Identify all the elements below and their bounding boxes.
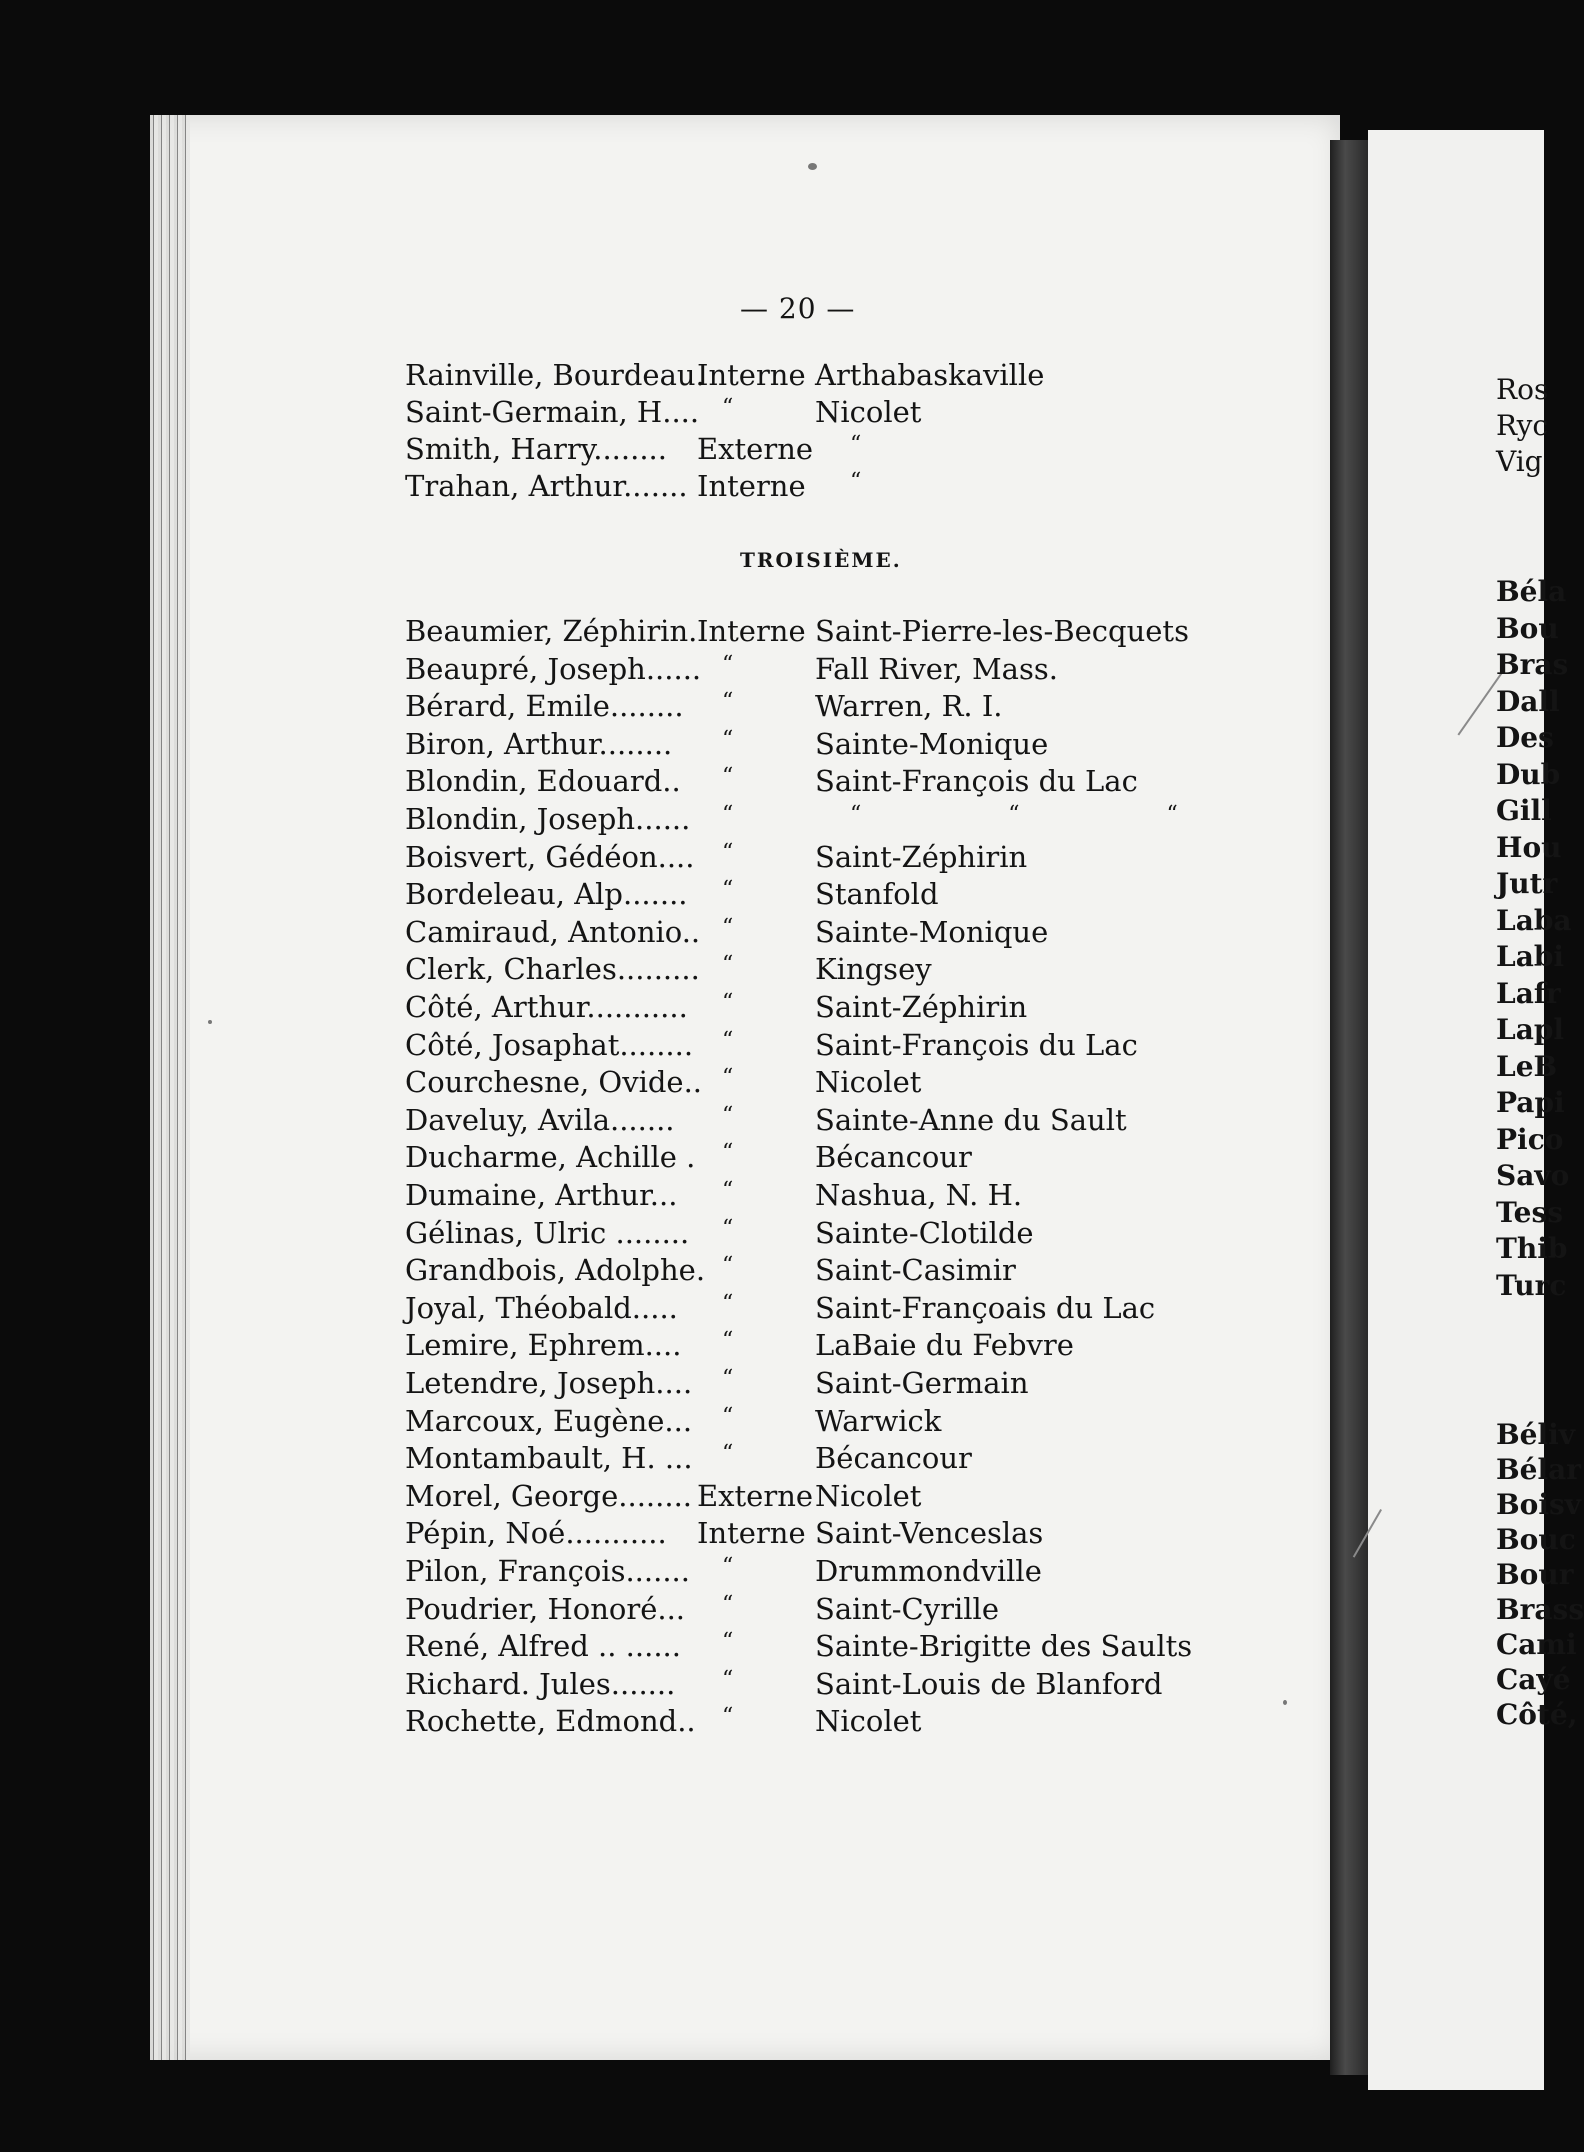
student-name: Daveluy, Avila....... [405,1102,675,1137]
boarding-status: “ [722,1178,734,1203]
boarding-status: “ [722,1441,734,1467]
student-name: Bérard, Emile........ [405,689,684,724]
right-page-fragment: Hou [1496,830,1562,864]
right-page-fragment: Bour [1496,1558,1574,1591]
student-name: Joyal, Théobald..... [405,1290,678,1325]
right-page-fragment: Ryc [1496,409,1549,442]
boarding-status: “ [722,914,734,940]
hometown: Bécancour [815,1140,972,1175]
hometown: Saint-Casimir [815,1253,1016,1288]
right-page-fragment: Béla [1496,575,1567,608]
student-name: Rochette, Edmond.. [405,1704,696,1739]
student-name: Beaumier, Zéphirin. [405,614,698,648]
hometown: Saint-Zéphirin [815,990,1028,1024]
boarding-status: Externe [697,432,814,466]
right-page-fragment: Bélar [1496,1453,1582,1486]
student-name: Ducharme, Achille . [405,1140,696,1175]
section-title: TROISIÈME. [740,548,902,572]
hometown: Nashua, N. H. [815,1178,1023,1212]
ink-speck [1283,1700,1287,1705]
boarding-status: “ [722,1704,734,1730]
student-name: Montambault, H. ... [405,1441,693,1476]
student-name: Grandbois, Adolphe. [405,1253,706,1288]
hometown: Fall River, Mass. [815,651,1058,686]
book-gutter [1330,140,1368,2075]
hometown: Sainte-Monique [815,726,1049,761]
student-name: Poudrier, Honoré... [405,1591,686,1626]
boarding-status: “ [722,764,734,790]
right-page-fragment: Gill [1496,794,1552,827]
boarding-status: “ [722,651,734,677]
boarding-status: Externe [697,1478,814,1513]
student-name: Morel, George........ [405,1478,693,1513]
hometown: Nicolet [815,1704,922,1739]
hometown: Saint-Louis de Blanford [815,1666,1163,1701]
student-name: Blondin, Edouard.. [405,764,681,799]
student-name: Boisvert, Gédéon.... [405,839,695,874]
student-name: Rainville, Bourdeau. [405,358,705,392]
right-page-fragment: Ros [1496,373,1549,406]
boarding-status: “ [722,1253,734,1279]
book-binding-edge [150,115,190,2060]
student-name: Pépin, Noé........... [405,1516,667,1551]
boarding-status: “ [722,1403,734,1429]
hometown: Stanfold [815,877,939,912]
hometown: Saint-Venceslas [815,1516,1044,1551]
student-name: Dumaine, Arthur... [405,1178,678,1212]
boarding-status: “ [722,1629,734,1655]
right-page-fragment: Tess [1496,1195,1563,1229]
student-name: Trahan, Arthur....... [405,469,688,503]
student-name: René, Alfred .. ...... [405,1629,681,1664]
student-name: Gélinas, Ulric ........ [405,1215,690,1250]
hometown: Drummondville [815,1554,1042,1588]
hometown: “ [850,469,932,494]
right-page-fragment: Jutr [1496,867,1558,900]
boarding-status: “ [722,1215,734,1241]
hometown: Saint-François du Lac [815,764,1138,799]
student-name: Côté, Arthur........... [405,990,688,1024]
hometown: Nicolet [815,395,922,429]
hometown: “ “ “ [850,802,1248,827]
boarding-status: “ [722,1140,734,1166]
right-page-fragment: Bras [1496,648,1569,681]
student-name: Courchesne, Ovide.. [405,1065,703,1100]
student-name: Côté, Josaphat........ [405,1027,694,1062]
right-page-fragment: Cayé [1496,1663,1571,1696]
boarding-status: “ [722,877,734,903]
student-name: Smith, Harry........ [405,432,667,466]
student-name: Letendre, Joseph.... [405,1366,693,1400]
hometown: Bécancour [815,1441,972,1476]
right-page-fragment: Bou [1496,611,1559,645]
hometown: LaBaie du Febvre [815,1328,1074,1363]
boarding-status: Interne [697,1516,806,1551]
boarding-status: Interne [697,614,806,648]
student-name: Bordeleau, Alp....... [405,877,688,912]
boarding-status: “ [722,1102,734,1128]
hometown: Warren, R. I. [815,689,1003,724]
boarding-status: “ [722,839,734,865]
boarding-status: “ [722,726,734,752]
student-name: Richard. Jules....... [405,1666,676,1701]
boarding-status: “ [722,1366,734,1391]
boarding-status: “ [722,952,734,978]
boarding-status: “ [722,1027,734,1053]
hometown: Saint-Germain [815,1366,1029,1400]
hometown: Sainte-Clotilde [815,1215,1034,1250]
hometown: “ [850,432,932,457]
hometown: Saint-Pierre-les-Becquets [815,614,1189,648]
student-name: Clerk, Charles......... [405,952,700,987]
right-page-fragment: Savo [1496,1159,1570,1192]
hometown: Nicolet [815,1478,922,1513]
student-name: Lemire, Ephrem.... [405,1328,682,1363]
hometown: Saint-Cyrille [815,1591,999,1626]
right-page-fragment: Vig [1496,445,1543,478]
right-page-fragment: LeB [1496,1049,1558,1083]
right-page-fragment: Lafr [1496,976,1561,1010]
right-page-fragment: Thib [1496,1232,1568,1265]
hometown: Sainte-Brigitte des Saults [815,1629,1193,1664]
right-page-fragment: Dall [1496,684,1560,718]
boarding-status: “ [722,395,734,420]
hometown: Nicolet [815,1065,922,1100]
hometown: Kingsey [815,952,932,987]
student-name: Marcoux, Eugène... [405,1403,693,1438]
right-page-fragment: Boisv [1496,1488,1582,1521]
boarding-status: Interne [697,469,806,503]
right-page-fragment: Pico [1496,1122,1564,1156]
page-number: — 20 — [740,292,856,325]
right-page-fragment: Lapl [1496,1013,1565,1046]
ink-speck [808,163,817,170]
right-page-fragment: Brass [1496,1593,1584,1626]
right-page-fragment: Côté, [1496,1698,1578,1731]
student-name: Blondin, Joseph...... [405,802,691,836]
student-name: Camiraud, Antonio.. [405,914,701,949]
right-page-fragment: Bouc [1496,1523,1576,1556]
right-page-fragment: Cami [1496,1628,1577,1661]
right-page-fragment: Turc [1496,1268,1567,1302]
boarding-status: “ [722,1065,734,1091]
boarding-status: “ [722,1591,734,1617]
right-page-fragment: Labi [1496,940,1565,973]
hometown: Sainte-Monique [815,914,1049,949]
boarding-status: “ [722,990,734,1015]
right-page-fragment: Des [1496,721,1554,754]
right-page-fragment: Papi [1496,1086,1565,1119]
boarding-status: Interne [697,358,806,392]
boarding-status: “ [722,1666,734,1692]
hometown: Saint-Françoais du Lac [815,1290,1156,1325]
student-name: Biron, Arthur........ [405,726,673,761]
hometown: Saint-Zéphirin [815,839,1028,874]
right-page-fragment: Dub [1496,757,1561,791]
boarding-status: “ [722,1290,734,1316]
boarding-status: “ [722,802,734,827]
student-name: Saint-Germain, H.... [405,395,700,429]
right-page-fragment: Laba [1496,903,1572,937]
boarding-status: “ [722,1554,734,1579]
ink-speck [208,1020,212,1024]
student-name: Pilon, François....... [405,1554,690,1588]
student-name: Beaupré, Joseph...... [405,651,702,686]
hometown: Saint-François du Lac [815,1027,1138,1062]
right-page-fragment: Béliv [1496,1418,1576,1451]
hometown: Warwick [815,1403,942,1438]
boarding-status: “ [722,1328,734,1354]
hometown: Arthabaskaville [815,358,1045,392]
boarding-status: “ [722,689,734,715]
hometown: Sainte-Anne du Sault [815,1102,1127,1137]
